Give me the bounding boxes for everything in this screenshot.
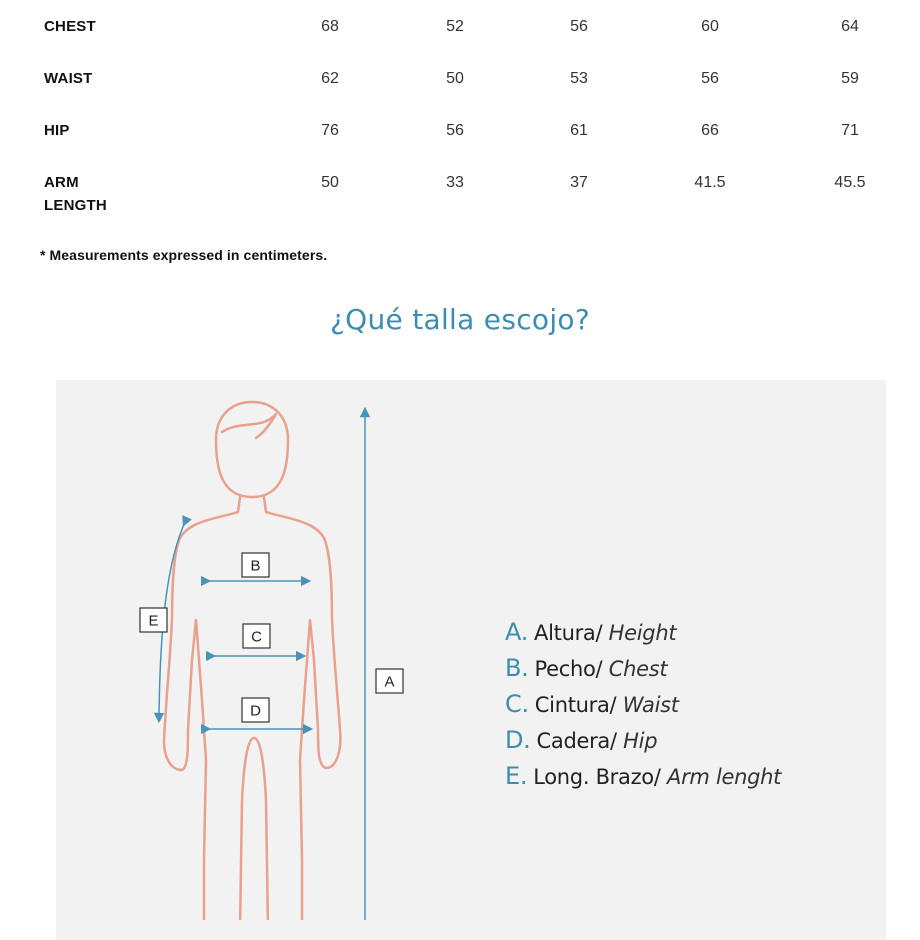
legend-spanish: Altura/ — [534, 621, 603, 645]
legend-english: Chest — [608, 657, 668, 681]
row-label-line: ARM — [44, 174, 79, 191]
row-label-line: LENGTH — [44, 197, 107, 214]
legend-spanish: Cintura/ — [534, 693, 617, 717]
label-a: A — [384, 673, 395, 691]
table-cell: 50 — [446, 70, 464, 87]
row-label: HIP — [44, 122, 70, 139]
label-d: D — [250, 702, 261, 720]
row-label: CHEST — [44, 18, 96, 35]
table-cell: 62 — [321, 70, 339, 87]
table-cell: 66 — [701, 122, 719, 139]
label-e: E — [148, 612, 159, 630]
row-label: WAIST — [44, 70, 93, 87]
table-cell: 56 — [446, 122, 464, 139]
label-c: C — [251, 628, 262, 646]
table-cell: 76 — [321, 122, 339, 139]
head-outline — [216, 402, 288, 497]
legend-spanish: Pecho/ — [534, 657, 603, 681]
child-silhouette — [164, 402, 340, 920]
label-b: B — [250, 557, 261, 575]
table-cell: 53 — [570, 70, 588, 87]
legend-spanish: Cadera/ — [536, 729, 617, 753]
legend-item-height — [505, 614, 781, 650]
legend-item-chest — [505, 650, 781, 686]
table-cell: 56 — [701, 70, 719, 87]
table-cell: 60 — [701, 18, 719, 35]
legend-item-arm-length — [505, 758, 781, 794]
table-cell: 50 — [321, 174, 339, 191]
table-cell: 45.5 — [834, 174, 866, 191]
legend-spanish: Long. Brazo/ — [533, 765, 661, 789]
measurement-note: * Measurements expressed in centimeters. — [40, 247, 328, 263]
section-heading: ¿Qué talla escojo? — [329, 303, 591, 336]
hair-stroke — [222, 414, 276, 438]
legend-english: Height — [608, 621, 677, 645]
table-cell: 71 — [841, 122, 859, 139]
diagram-labels — [140, 553, 403, 722]
measurement-legend — [505, 614, 781, 794]
legend-item-waist — [505, 686, 781, 722]
legend-letter: A. — [505, 618, 529, 646]
table-cell: 56 — [570, 18, 588, 35]
table-cell: 59 — [841, 70, 859, 87]
legend-letter: B. — [505, 654, 529, 682]
inner-leg-outline — [240, 738, 268, 920]
table-cell: 33 — [446, 174, 464, 191]
table-cell: 68 — [321, 18, 339, 35]
table-cell: 64 — [841, 18, 859, 35]
table-cell: 52 — [446, 18, 464, 35]
table-cell: 37 — [570, 174, 588, 191]
legend-english: Arm lenght — [667, 765, 782, 789]
legend-english: Waist — [622, 693, 679, 717]
legend-item-hip — [505, 722, 781, 758]
table-cell: 41.5 — [694, 174, 726, 191]
legend-letter: E. — [505, 762, 528, 790]
table-cell: 61 — [570, 122, 588, 139]
legend-letter: D. — [505, 726, 531, 754]
legend-letter: C. — [505, 690, 529, 718]
legend-english: Hip — [623, 729, 658, 753]
